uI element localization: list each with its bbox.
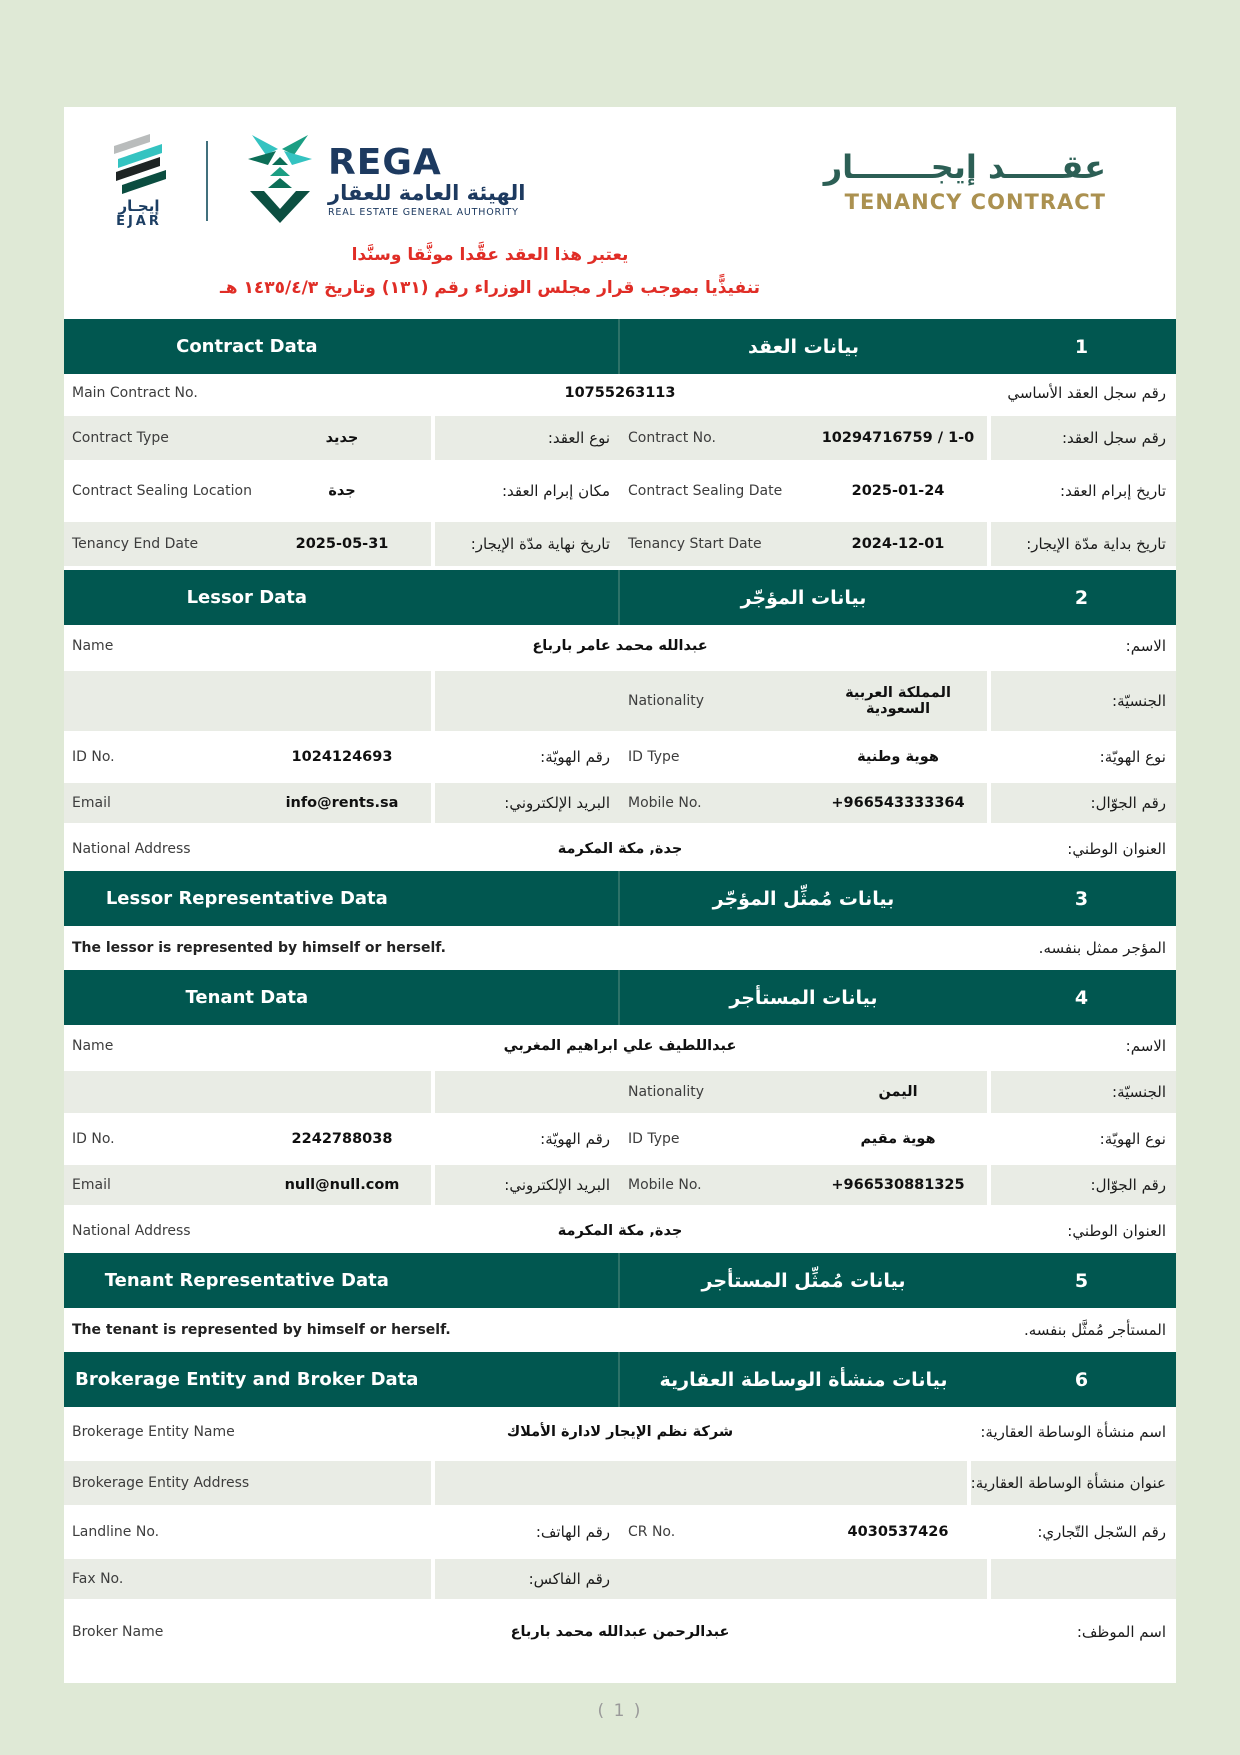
broker-name-label-ar: اسم الموظف: <box>1076 1623 1166 1641</box>
document-title-english: TENANCY CONTRACT <box>844 190 1106 215</box>
sealing-date-value: 2025-01-24 <box>851 483 945 499</box>
tenant-name-label-en: Name <box>72 1037 114 1054</box>
contract-no-value: 10294716759 / 1-0 <box>821 430 975 446</box>
section2-header <box>64 570 1176 625</box>
section1-number: 1 <box>1074 335 1089 358</box>
ejar-logo-arabic-text: إيجـار <box>118 196 160 215</box>
tenancy-end-date-label-ar: تاريخ نهاية مدّة الإيجار: <box>470 535 610 553</box>
ejar-logo-english-text: EJAR <box>116 214 162 230</box>
row-tenant-id <box>64 1117 1176 1161</box>
sealing-location-label-en: Contract Sealing Location <box>72 482 252 499</box>
legal-notice <box>0 231 1176 319</box>
row-tenancy-dates <box>64 522 1176 566</box>
row-lessor-contact <box>64 783 1176 823</box>
tenant-id-type-label-en: ID Type <box>628 1130 680 1147</box>
lessor-name-label-ar: الاسم: <box>1125 637 1166 655</box>
contract-type-label-en: Contract Type <box>72 429 169 446</box>
lessor-national-address-label-en: National Address <box>72 840 191 857</box>
main-contract-no-value: 10755263113 <box>564 385 676 401</box>
page-number: ( 1 ) <box>597 1701 643 1721</box>
lessor-email-label-ar: البريد الإلكتروني: <box>504 794 610 812</box>
ejar-logo <box>106 132 172 230</box>
lessor-email-label-en: Email <box>72 794 111 811</box>
row-lessor-id <box>64 735 1176 779</box>
section4-title-en: Tenant Data <box>185 987 309 1008</box>
row-tenant-name <box>64 1025 1176 1067</box>
lessor-representative-text-ar: المؤجر ممثل بنفسه. <box>1038 939 1166 957</box>
section3-title-ar: بيانات مُمثِّل المؤجّر <box>712 887 895 910</box>
tenant-national-address-label-ar: العنوان الوطني: <box>1067 1222 1166 1240</box>
logo-divider <box>206 141 208 221</box>
sealing-location-value: جدة <box>328 483 356 499</box>
document-title-arabic: عقـــــد إيجـــــــار <box>823 147 1106 186</box>
lessor-name-label-en: Name <box>72 637 114 654</box>
lessor-national-address-value: جدة, مكة المكرمة <box>557 841 683 857</box>
main-contract-no-label-en: Main Contract No. <box>72 384 198 401</box>
landline-no-label-ar: رقم الهاتف: <box>535 1523 610 1541</box>
section6-number: 6 <box>1074 1368 1089 1391</box>
tenant-email-label-en: Email <box>72 1176 111 1193</box>
legal-notice-line1: يعتبر هذا العقد عقَّدا موثَّقا وسنَّدا <box>351 245 629 265</box>
contract-no-label-en: Contract No. <box>628 429 716 446</box>
row-fax <box>64 1559 1176 1599</box>
broker-name-label-en: Broker Name <box>72 1623 164 1640</box>
tenant-representative-text-ar: المستأجر مُمثَّل بنفسه. <box>1023 1321 1166 1339</box>
sealing-date-label-ar: تاريخ إبرام العقد: <box>1060 482 1166 500</box>
section6-header <box>64 1352 1176 1407</box>
tenant-national-address-value: جدة, مكة المكرمة <box>557 1223 683 1239</box>
fax-no-label-en: Fax No. <box>72 1570 124 1587</box>
lessor-email-value: info@rents.sa <box>285 795 399 811</box>
brokerage-entity-name-label-en: Brokerage Entity Name <box>72 1423 235 1440</box>
rega-arabic-name: الهيئة العامة للعقار <box>328 181 526 206</box>
row-lessor-nationality <box>64 671 1176 731</box>
section4-number: 4 <box>1074 986 1089 1009</box>
row-tenant-nationality <box>64 1071 1176 1113</box>
tenant-id-type-label-ar: نوع الهويّة: <box>1099 1130 1166 1148</box>
rega-palm-icon <box>242 133 318 229</box>
section2-number: 2 <box>1074 586 1089 609</box>
brokerage-entity-address-label-en: Brokerage Entity Address <box>72 1474 250 1491</box>
tenant-id-no-label-en: ID No. <box>72 1130 115 1147</box>
tenant-name-value: عبداللطيف علي ابراهيم المغربي <box>503 1038 737 1054</box>
tenant-email-value: null@null.com <box>284 1177 400 1193</box>
legal-notice-line2: تنفيذًّيا بموجب قرار مجلس الوزراء رقم (١٣١) وتاريخ ١٤٣٥/٤/٣ هـ <box>219 278 761 298</box>
section4-title-ar: بيانات المستأجر <box>729 986 878 1009</box>
brokerage-entity-name-value: شركة نظم الإيجار لادارة الأملاك <box>506 1424 734 1440</box>
tenancy-end-date-value: 2025-05-31 <box>295 536 389 552</box>
lessor-name-value: عبدالله محمد عامر بارباع <box>532 638 708 654</box>
rega-english-name: REAL ESTATE GENERAL AUTHORITY <box>328 207 519 219</box>
lessor-mobile-label-ar: رقم الجوّال: <box>1090 794 1166 812</box>
tenant-name-label-ar: الاسم: <box>1125 1037 1166 1055</box>
lessor-id-no-label-ar: رقم الهويّة: <box>540 748 610 766</box>
tenancy-end-date-label-en: Tenancy End Date <box>72 535 199 552</box>
section1-header <box>64 319 1176 374</box>
tenant-id-type-value: هوية مقيم <box>860 1131 936 1147</box>
document-title-block <box>824 148 1146 214</box>
row-lessor-national-address <box>64 827 1176 871</box>
tenant-national-address-label-en: National Address <box>72 1222 191 1239</box>
section6-title-ar: بيانات منشأة الوساطة العقارية <box>659 1368 948 1391</box>
lessor-mobile-label-en: Mobile No. <box>628 794 702 811</box>
document-header <box>64 107 1176 231</box>
tenant-mobile-label-ar: رقم الجوّال: <box>1090 1176 1166 1194</box>
fax-no-label-ar: رقم الفاكس: <box>528 1570 610 1588</box>
section2-title-ar: بيانات المؤجّر <box>740 586 867 609</box>
section6-title-en: Brokerage Entity and Broker Data <box>75 1369 419 1390</box>
lessor-mobile-value: +966543333364 <box>831 795 965 811</box>
tenant-id-no-value: 2242788038 <box>291 1131 393 1147</box>
sealing-date-label-en: Contract Sealing Date <box>628 482 783 499</box>
contract-type-value: جديد <box>325 430 359 446</box>
lessor-representative-text-en: The lessor is represented by himself or herself. <box>72 939 446 956</box>
lessor-nationality-value: المملكة العربية السعودية <box>845 685 951 717</box>
section5-number: 5 <box>1074 1269 1089 1292</box>
lessor-id-no-value: 1024124693 <box>291 749 393 765</box>
section3-header <box>64 871 1176 926</box>
lessor-id-no-label-en: ID No. <box>72 748 115 765</box>
tenant-nationality-label-ar: الجنسيّة: <box>1112 1083 1166 1101</box>
row-tenant-national-address <box>64 1209 1176 1253</box>
tenant-representative-text-en: The tenant is represented by himself or herself. <box>72 1321 451 1338</box>
lessor-nationality-label-en: Nationality <box>628 692 705 709</box>
lessor-national-address-label-ar: العنوان الوطني: <box>1067 840 1166 858</box>
row-brokerage-entity-name <box>64 1407 1176 1457</box>
row-tenant-representative-note <box>64 1308 1176 1352</box>
row-lessor-representative-note <box>64 926 1176 970</box>
contract-type-label-ar: نوع العقد: <box>547 429 610 447</box>
section2-title-en: Lessor Data <box>186 587 308 608</box>
tenant-nationality-value: اليمن <box>878 1084 918 1100</box>
tenancy-start-date-label-ar: تاريخ بداية مدّة الإيجار: <box>1026 535 1166 553</box>
row-landline-and-cr <box>64 1509 1176 1555</box>
row-main-contract-no <box>64 374 1176 412</box>
main-contract-no-label-ar: رقم سجل العقد الأساسي <box>1007 384 1166 402</box>
lessor-id-type-label-en: ID Type <box>628 748 680 765</box>
cr-no-value: 4030537426 <box>847 1524 949 1540</box>
brokerage-entity-address-label-ar: عنوان منشأة الوساطة العقارية: <box>970 1474 1166 1492</box>
section3-title-en: Lessor Representative Data <box>105 888 388 909</box>
section4-header <box>64 970 1176 1025</box>
contract-no-label-ar: رقم سجل العقد: <box>1061 429 1166 447</box>
cr-no-label-ar: رقم السّجل التّجاري: <box>1037 1523 1166 1541</box>
section5-header <box>64 1253 1176 1308</box>
lessor-id-type-value: هوية وطنية <box>857 749 939 765</box>
rega-logo <box>242 133 525 229</box>
rega-logo-text <box>328 141 526 219</box>
tenant-id-no-label-ar: رقم الهويّة: <box>540 1130 610 1148</box>
row-broker-name <box>64 1603 1176 1661</box>
section3-number: 3 <box>1074 887 1089 910</box>
tenant-mobile-label-en: Mobile No. <box>628 1176 702 1193</box>
section1-title-en: Contract Data <box>176 336 318 357</box>
row-tenant-contact <box>64 1165 1176 1205</box>
row-brokerage-entity-address <box>64 1461 1176 1505</box>
row-sealing-location-and-date <box>64 464 1176 518</box>
tenancy-start-date-value: 2024-12-01 <box>851 536 945 552</box>
landline-no-label-en: Landline No. <box>72 1523 160 1540</box>
tenant-mobile-value: +966530881325 <box>831 1177 965 1193</box>
section5-title-en: Tenant Representative Data <box>104 1270 389 1291</box>
lessor-id-type-label-ar: نوع الهويّة: <box>1099 748 1166 766</box>
row-contract-type-and-no <box>64 416 1176 460</box>
tenant-email-label-ar: البريد الإلكتروني: <box>504 1176 610 1194</box>
brokerage-entity-name-label-ar: اسم منشأة الوساطة العقارية: <box>980 1423 1166 1441</box>
rega-wordmark: REGA <box>328 141 442 183</box>
lessor-nationality-label-ar: الجنسيّة: <box>1112 692 1166 710</box>
ejar-logo-icon <box>106 132 172 198</box>
section1-title-ar: بيانات العقد <box>747 335 859 358</box>
section5-title-ar: بيانات مُمثِّل المستأجر <box>701 1269 906 1292</box>
row-lessor-name <box>64 625 1176 667</box>
cr-no-label-en: CR No. <box>628 1523 676 1540</box>
contract-card <box>64 107 1176 1683</box>
tenancy-start-date-label-en: Tenancy Start Date <box>628 535 762 552</box>
sealing-location-label-ar: مكان إبرام العقد: <box>501 482 610 500</box>
broker-name-value: عبدالرحمن عبدالله محمد بارباع <box>510 1624 730 1640</box>
tenant-nationality-label-en: Nationality <box>628 1083 705 1100</box>
